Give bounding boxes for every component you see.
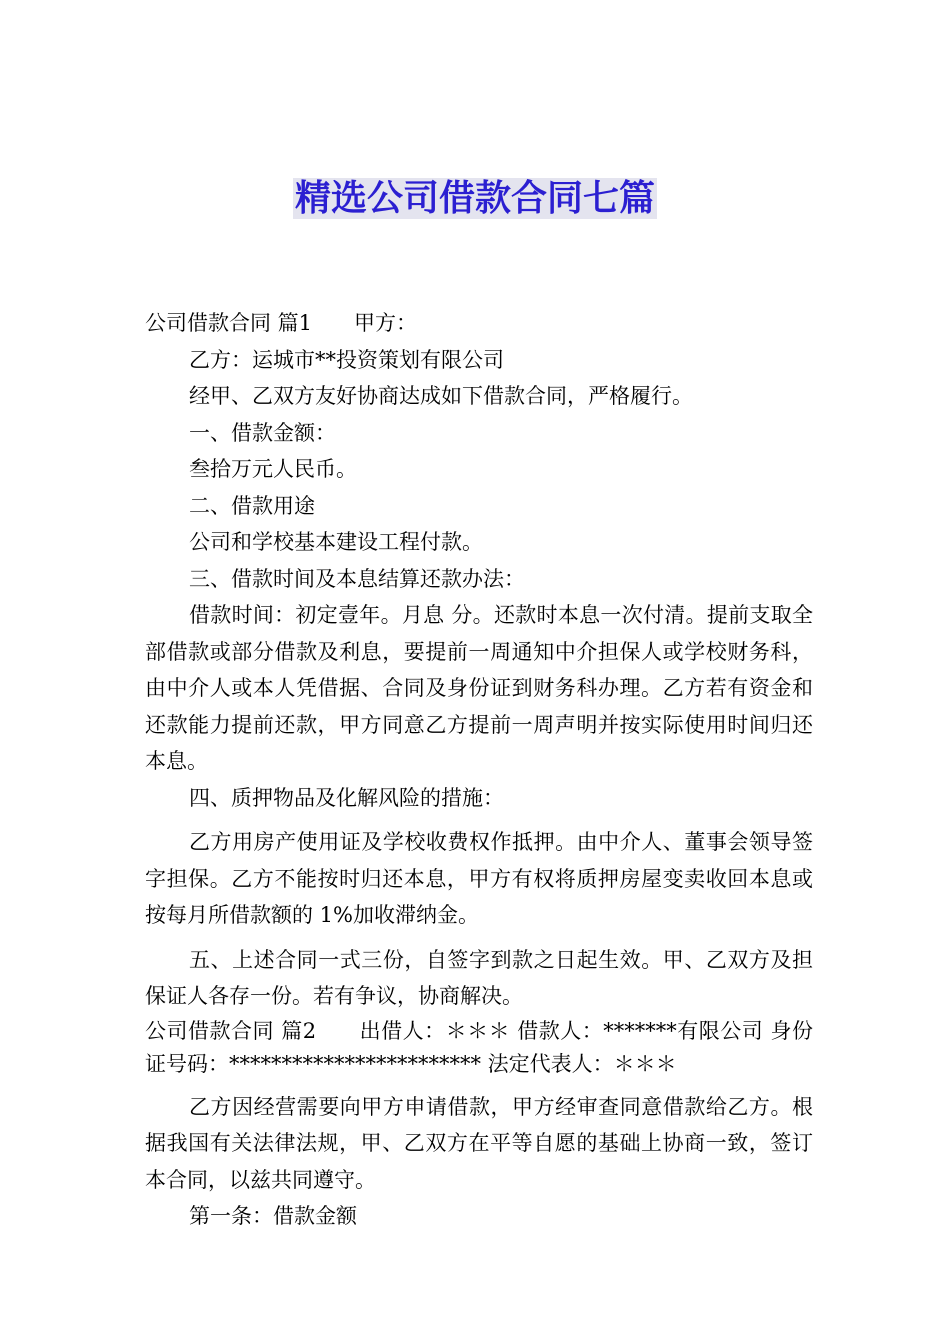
document-title-text: 精选公司借款合同七篇: [294, 178, 655, 219]
paragraph: 第一条：借款金额: [189, 1204, 357, 1228]
section-heading-1: 公司借款合同 篇1 甲方：: [145, 311, 418, 335]
section-heading-2: 公司借款合同 篇2 出借人：＊＊＊ 借款人：*******有限公司 身份证号码：************************ 法定代表人：＊＊＊: [145, 1018, 813, 1076]
paragraph: 四、质押物品及化解风险的措施：: [189, 785, 504, 810]
document-title: [0, 176, 950, 222]
paragraph: 乙方：运城市**投资策划有限公司: [189, 347, 504, 372]
document-body: [145, 305, 813, 1235]
paragraph: 乙方因经营需要向甲方申请借款，甲方经审查同意借款给乙方。根据我国有关法律法规，甲、乙双方在平等自愿的基础上协商一致，签订本合同，以兹共同遵守。: [145, 1094, 813, 1192]
paragraph: 公司和学校基本建设工程付款。: [189, 530, 483, 554]
paragraph: 借款时间：初定壹年。月息 分。还款时本息一次付清。提前支取全部借款或部分借款及利息，要提前一周通知中介担保人或学校财务科，由中介人或本人凭借据、合同及身份证到财务科办理。乙方若有资金和还款能力提前还款，甲方同意乙方提前一周声明并按实际使用时间归还本息。: [145, 603, 813, 773]
paragraph: 三、借款时间及本息结算还款办法：: [189, 566, 525, 591]
paragraph: 二、借款用途: [189, 493, 315, 518]
paragraph: 一、借款金额：: [189, 420, 336, 445]
paragraph: 叁拾万元人民币。: [189, 457, 357, 481]
paragraph: 乙方用房产使用证及学校收费权作抵押。由中介人、董事会领导签字担保。乙方不能按时归还本息，甲方有权将质押房屋变卖收回本息或按每月所借款额的 1%加收滞纳金。: [145, 830, 813, 927]
paragraph: 经甲、乙双方友好协商达成如下借款合同，严格履行。: [189, 384, 693, 408]
paragraph: 五、上述合同一式三份，自签字到款之日起生效。甲、乙双方及担保证人各存一份。若有争议，协商解决。: [145, 947, 813, 1008]
